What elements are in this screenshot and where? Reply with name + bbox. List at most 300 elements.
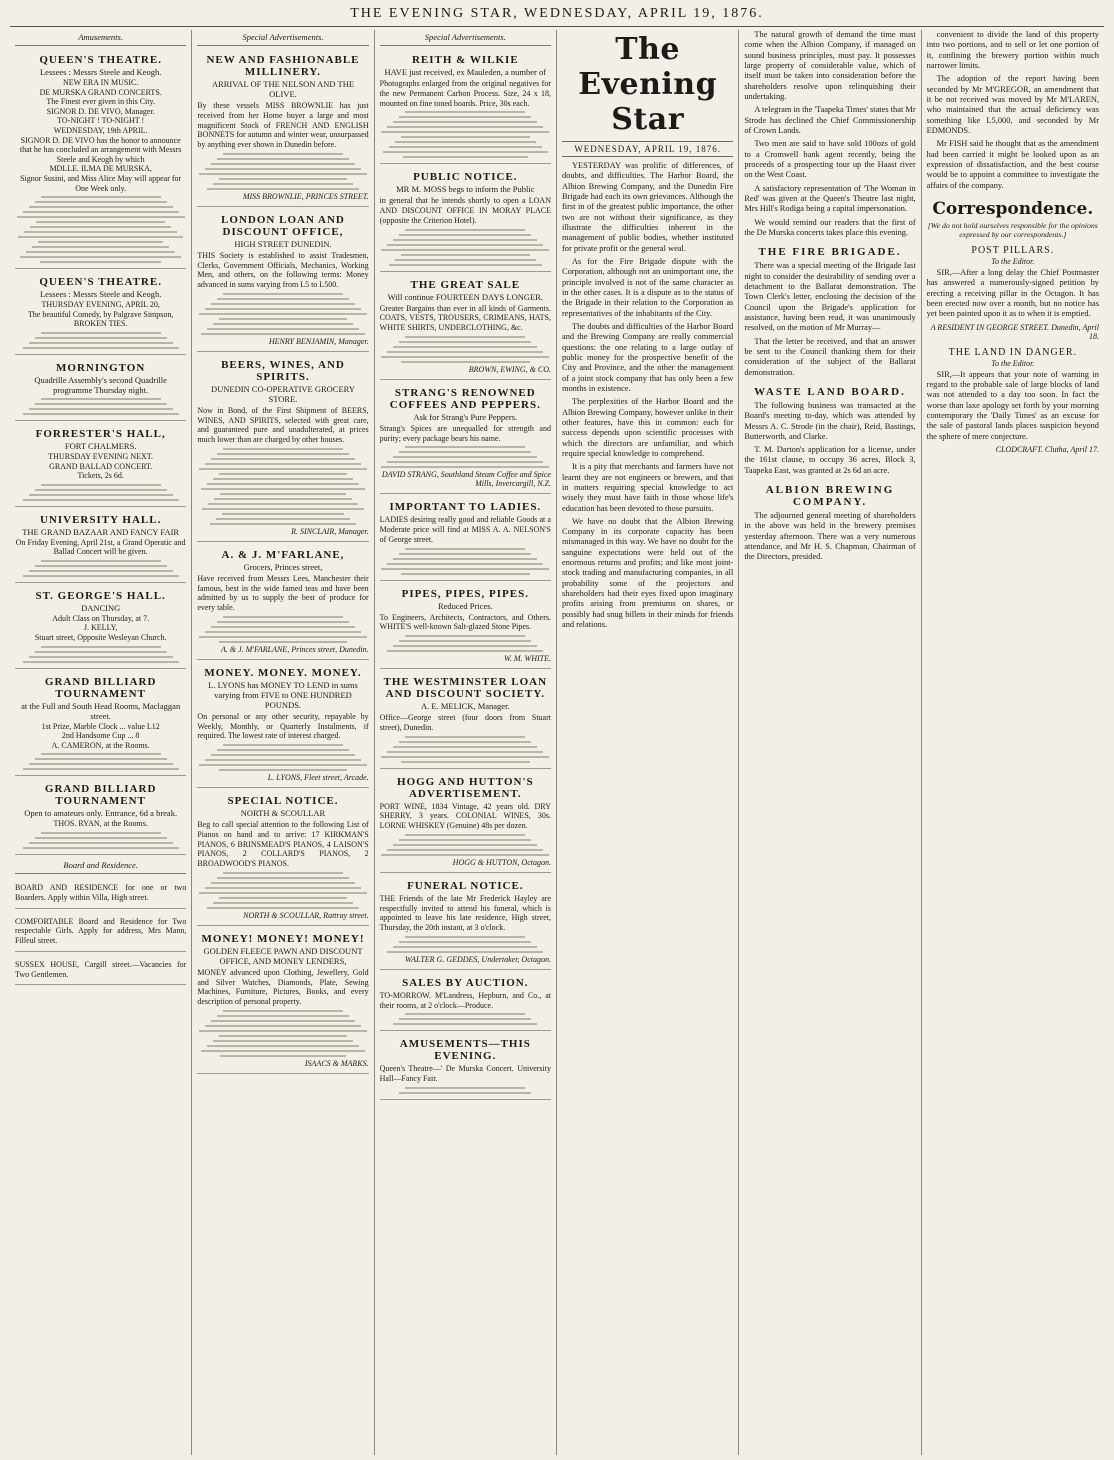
text-line <box>405 834 525 836</box>
board-ad <box>15 955 186 986</box>
ad-title: HOGG AND HUTTON'S ADVERTISEMENT. <box>397 775 534 800</box>
text-line <box>219 318 347 320</box>
text-line <box>405 635 525 637</box>
column-5 <box>739 30 921 1455</box>
ad-subtitle: Quadrille Assembly's second Quadrille programme Thursday night. <box>34 374 167 395</box>
text-line <box>217 749 349 751</box>
text-line <box>393 746 537 748</box>
advertisement <box>197 791 368 926</box>
text-line <box>383 151 547 153</box>
text-line <box>23 347 179 349</box>
ad-title: AMUSEMENTS—THIS EVENING. <box>399 1038 531 1063</box>
text-line <box>210 523 356 525</box>
text-line <box>389 146 541 148</box>
text-line <box>393 844 537 846</box>
ad-title: ST. GEORGE'S HALL. <box>35 589 166 602</box>
text-line <box>205 308 361 310</box>
ad-line: A. CAMERON, at the Rooms. <box>51 740 150 750</box>
ad-body: PORT WINE, 1834 Vintage, 42 years old. DRY SHERRY, 3 years. COLONIAL WINES, 30s. LORNE WHISKEY (Genuine) 48s per dozen. <box>379 801 551 830</box>
text-line <box>199 313 367 315</box>
text-line <box>205 168 361 170</box>
filler-lines <box>380 111 551 158</box>
text-line <box>41 398 161 400</box>
paragraph: That the letter be received, and that an answer be sent to the Council thanking them for their consideration of the subject of the Ballarat demonstration. <box>744 336 916 377</box>
advertisement <box>15 672 186 777</box>
ad-body: THE Friends of the late Mr Frederick Hayley are respectfully invited to attend his funeral, which is appointed to leave his late residence, High street, Thursday, the 20th instant, at 3 o'clock. <box>379 893 551 932</box>
ad-title: MONEY. MONEY. MONEY. <box>204 666 362 679</box>
paragraph: The perplexities of the Harbor Board and the Albion Brewing Company, however unlike in their other features, have this in common: each for success depends upon scientific processes with which the directors are unfamiliar, and which require special knowledge to comprehend. <box>561 397 734 458</box>
filler-lines <box>380 446 551 468</box>
text-line <box>223 616 343 618</box>
text-line <box>381 854 549 856</box>
text-line <box>199 764 367 766</box>
text-line <box>18 236 182 238</box>
text-line <box>405 336 525 338</box>
ad-body: THIS Society is established to assist Tradesmen, Clerks, Government Officials, Mechanics, Working Men, and others, on the following terms: Money advanced in sums varying from L5 to L500. <box>197 250 369 289</box>
text-line <box>403 156 528 158</box>
advertisement <box>380 1034 551 1100</box>
text-line <box>29 408 173 410</box>
masthead: THE EVENING STAR, WEDNESDAY, APRIL 19, 1876. <box>350 6 764 21</box>
text-line <box>211 458 355 460</box>
albion-article-continued <box>927 30 1099 191</box>
text-line <box>405 936 525 938</box>
column-2-heading: Special Advertisements. <box>197 30 368 46</box>
paragraph: T. M. Darton's application for a license, under the 161st clause, to occupy 36 acres, Block 3, Taapeka East, was granted at 2s 6d an acre. <box>744 445 916 475</box>
ad-title: A. & J. M'FARLANE, <box>221 548 345 561</box>
ad-line: J. KELLY, <box>83 623 118 633</box>
text-line <box>399 839 531 841</box>
text-line <box>220 493 345 495</box>
ad-title: SALES BY AUCTION. <box>402 976 529 989</box>
text-line <box>401 761 529 763</box>
advertisement <box>15 510 186 583</box>
ad-title: MONEY! MONEY! MONEY! <box>201 932 365 945</box>
text-line <box>219 178 347 180</box>
correspondence-note: [We do not hold ourselves responsible for the opinions expressed by our correspondents.] <box>927 220 1098 239</box>
letter-body: SIR,—After a long delay the Chief Postmaster has answered a numerously-signed petition by erecting a receiving pillar in the Octagon. It has been erected now over a month, but no notice has yet been painted upon it as to when it is emptied. <box>926 267 1099 319</box>
text-line <box>205 887 361 889</box>
advertisement <box>380 876 551 970</box>
ad-line: On Friday Evening, April 21st, a Grand Operatic and Ballad Concert will be given. <box>15 537 186 557</box>
column-6 <box>922 30 1104 1455</box>
text-line <box>405 548 525 550</box>
advertisement <box>380 275 551 380</box>
text-line <box>389 264 541 266</box>
text-line <box>223 448 343 450</box>
text-line <box>387 244 543 246</box>
text-line <box>207 1045 359 1047</box>
letter-signature: A RESIDENT IN GEORGE STREET. Dunedin, April 18. <box>930 322 1099 341</box>
ad-line: Tickets, 2s 6d. <box>77 471 124 481</box>
filler-lines <box>197 293 368 335</box>
filler-lines <box>15 398 186 415</box>
text-line <box>205 1025 361 1027</box>
text-line <box>29 842 173 844</box>
ad-title: LONDON LOAN AND DISCOUNT OFFICE, <box>221 213 345 238</box>
text-line <box>20 256 181 258</box>
text-line <box>41 484 161 486</box>
ad-line: GRAND BALLAD CONCERT. <box>49 461 153 471</box>
text-line <box>199 468 367 470</box>
filler-lines <box>380 834 551 856</box>
ad-line: WEDNESDAY, 19th APRIL. <box>53 125 148 135</box>
text-line <box>23 499 179 501</box>
board-heading: Board and Residence. <box>15 858 186 874</box>
text-line <box>201 488 365 490</box>
ad-body: in general that he intends shortly to open a LOAN AND DISCOUNT OFFICE IN MORAY PLACE (opposite the Criterion Hotel). <box>379 196 551 225</box>
text-line <box>399 941 531 943</box>
text-line <box>24 231 176 233</box>
filler-lines <box>15 196 186 263</box>
text-line <box>405 1013 525 1015</box>
text-line <box>399 640 531 642</box>
ad-body: Photographs enlarged from the original negatives for the new Permanent Carbon Process. Size, 24 x 18, mounted on fine toned boards. Price, 30s each. <box>379 79 551 108</box>
advertisement <box>15 424 186 507</box>
text-line <box>211 626 355 628</box>
text-line <box>205 631 361 633</box>
ad-signature: WALTER G. GEDDES, Undertaker, Octagon. <box>405 954 551 964</box>
filler-lines <box>197 153 368 190</box>
text-line <box>381 249 549 251</box>
text-line <box>29 494 173 496</box>
text-line <box>219 641 347 643</box>
ad-subtitle: NORTH & SCOULLAR <box>240 808 326 818</box>
ad-body: On personal or any other security, repayable by Weekly, Monthly, or Quarterly Instalments, if required. The lowest rate of interest charged. <box>197 711 369 741</box>
board-ad <box>15 912 186 952</box>
filler-lines <box>380 1013 551 1025</box>
ad-line: 1st Prize, Marble Clock ... value L12 <box>41 721 160 731</box>
text-line <box>211 882 355 884</box>
text-line <box>211 754 355 756</box>
text-line <box>217 158 349 160</box>
column-1-heading: Amusements. <box>15 30 186 46</box>
text-line <box>387 461 543 463</box>
text-line <box>219 1035 347 1037</box>
text-line <box>399 553 531 555</box>
text-line <box>217 298 349 300</box>
text-line <box>41 560 161 562</box>
text-line <box>207 483 359 485</box>
filler-lines <box>15 753 186 770</box>
advertisement <box>15 358 186 421</box>
text-line <box>29 763 173 765</box>
text-line <box>23 768 179 770</box>
filler-lines <box>15 332 186 349</box>
text-line <box>223 744 343 746</box>
ad-body: Queen's Theatre—' De Murska Concert. University Hall—Fancy Fair. <box>379 1064 551 1083</box>
text-line <box>30 226 170 228</box>
ad-body: Beg to call special attention to the following List of Pianos on hand and to arrive: 17 KIRKMAN'S PIANOS, 6 BRINSMEAD'S PIANOS, 4 LAISON'S PIANOS, 2 COLLARD'S PIANOS, 2 BROADWOOD'S PIANOS. <box>197 820 369 868</box>
ad-body: Now in Bond, of the First Shipment of BEERS, WINES, AND SPIRITS, selected with great care, and guaranteed pure and unadulterated, at prices much lower than are charged by other houses. <box>197 405 369 444</box>
text-line <box>387 351 543 353</box>
paragraph: It is a pity that merchants and farmers have not learnt they are not engineers or brewers, and that in matters requiring special knowledge to act wisely they must have faith in those whose life's education has been devoted to those pursuits. <box>561 462 734 513</box>
text-line <box>201 1050 365 1052</box>
paragraph: The adjourned general meeting of shareholders in the above was held in the brewery premises yesterday afternoon. There was a very numerous attendance, and Mr H. S. Chapman, Chairman of the Directors, presided. <box>744 511 916 562</box>
paragraph: We would remind our readers that the first of the De Murska concerts takes place this evening. <box>744 217 916 237</box>
text-line <box>208 503 357 505</box>
ad-subtitle: Lessees : Messrs Steele and Keogh. <box>39 289 162 300</box>
text-line <box>211 163 355 165</box>
text-line <box>405 446 525 448</box>
ad-subtitle: FORT CHALMERS. <box>64 440 137 451</box>
ad-body: MONEY advanced upon Clothing, Jewellery, Gold and Silver Watches, Diamonds, Plate, Sewing Machines, Furniture, Pictures, Books, and every description of personal property. <box>197 967 369 1006</box>
text-line <box>395 141 535 143</box>
text-line <box>387 849 543 851</box>
text-line <box>405 1087 525 1089</box>
text-line <box>35 651 167 653</box>
text-line <box>23 847 179 849</box>
filler-lines <box>380 736 551 763</box>
text-line <box>405 111 525 113</box>
ad-subtitle: Will continue FOURTEEN DAYS LONGER. <box>387 291 543 302</box>
text-line <box>202 508 363 510</box>
text-line <box>23 661 179 663</box>
text-line <box>23 211 179 213</box>
letter <box>927 347 1099 454</box>
ad-title: FORRESTER'S HALL, <box>35 427 166 440</box>
ad-subtitle: Grocers, Princes street, <box>243 561 323 572</box>
text-line <box>399 234 531 236</box>
ad-line: THOS. RYAN, at the Rooms. <box>53 819 148 829</box>
ad-body: LADIES desiring really good and reliable Goods at a Moderate price will find at MISS A. A. NELSON'S of George street. <box>379 515 551 544</box>
filler-lines <box>380 1087 551 1094</box>
advertisement <box>197 929 368 1074</box>
paragraph: Mr FISH said he thought that as the amendment had been carried it might be looked upon as an expression of dissatisfaction, and the best course would be to appoint a committee to investigate the affairs of the company. <box>926 139 1099 190</box>
ad-title: BEERS, WINES, AND SPIRITS. <box>221 358 345 383</box>
paragraph: There was a special meeting of the Brigade last night to consider the desirability of sending over a detachment to the Ballarat demonstration. The Town Clerk's letter, enclosing the decision of the Council upon the Brigade's application for assistance, having been read, it was unanimously resolved, on the motion of Mr Murray— <box>744 261 916 333</box>
ad-title: THE GREAT SALE <box>410 278 521 291</box>
text-line <box>201 333 365 335</box>
text-line <box>38 241 163 243</box>
advertisement <box>197 545 368 660</box>
text-line <box>36 221 164 223</box>
text-line <box>207 328 359 330</box>
albion-article <box>744 511 915 563</box>
text-line <box>401 361 529 363</box>
text-line <box>205 759 361 761</box>
advertisement <box>15 50 186 269</box>
advertisement <box>197 355 368 542</box>
paragraph: The following business was transacted at the Board's meeting to-day, which was attended by Messrs A. C. Strode (in the chair), Reid, Bastings, Butterworth, and Clarke. <box>744 400 916 441</box>
text-line <box>199 636 367 638</box>
ad-signature: HENRY BENJAMIN, Manager. <box>268 336 369 346</box>
ad-title: MORNINGTON <box>56 361 146 374</box>
column-4 <box>557 30 739 1455</box>
text-line <box>405 229 525 231</box>
ad-signature: ISAACS & MARKS. <box>304 1058 369 1068</box>
ad-title: PIPES, PIPES, PIPES. <box>401 587 529 600</box>
ad-line: DE MURSKA GRAND CONCERTS. <box>39 87 162 97</box>
ad-subtitle: ARRIVAL OF THE NELSON AND THE OLIVE. <box>211 79 355 99</box>
paragraph: A satisfactory representation of 'The Woman in Red' was given at the Queen's Theatre last night, Mrs Hill's Rodiga being a capital impersonation. <box>744 183 916 214</box>
text-line <box>32 246 169 248</box>
leader-article <box>562 161 733 630</box>
board-ad <box>15 878 186 909</box>
advertisement <box>197 210 368 352</box>
advertisement <box>15 586 186 669</box>
ad-line: TO-NIGHT ! TO-NIGHT ! <box>57 116 145 126</box>
section-fire-brigade: THE FIRE BRIGADE. <box>758 246 902 259</box>
ad-signature: DAVID STRANG, Southland Steam Coffee and Spice Mills, Invercargill, N.Z. <box>381 470 551 489</box>
text-line <box>23 413 179 415</box>
ad-body: TO-MORROW. M'Landress, Hepburn, and Co., at their rooms, at 2 o'clock—Produce. <box>379 990 551 1010</box>
advertisement <box>380 497 551 580</box>
paragraph: YESTERDAY was prolific of differences, of doubts, and difficulties. The Harbor Board, the Albion Brewing Company, and the Dunedin Fire Brigade had each its own grievances. Although the first in of the greatest public importance, the other two are not without their significance, as they illustrate the difficulties inherent in the management of public bodies, whether instituted for private profit or the general weal. <box>561 161 734 253</box>
ad-line: SIGNOR D. DE VIVO, Manager. <box>46 106 155 116</box>
column-1-ads <box>15 50 186 855</box>
text-line <box>219 769 347 771</box>
ad-title: GRAND BILLIARD TOURNAMENT <box>44 783 157 808</box>
ad-subtitle: Reduced Prices. <box>437 600 493 611</box>
advertisement <box>15 272 186 355</box>
filler-lines <box>197 448 368 525</box>
ad-subtitle: Open to amateurs only. Entrance, 6d a break. <box>24 808 178 819</box>
ad-line: NEW ERA IN MUSIC. <box>62 78 139 87</box>
text-line <box>217 453 349 455</box>
advertisement <box>380 584 551 670</box>
text-line <box>199 1030 367 1032</box>
text-line <box>381 756 549 758</box>
advertisement <box>380 672 551 769</box>
ad-title: PUBLIC NOTICE. <box>413 171 518 184</box>
ad-subtitle: Ask for Strang's Pure Peppers. <box>413 411 518 422</box>
ad-subtitle: at the Full and South Head Rooms, Maclaggan street. <box>21 700 181 721</box>
text-line <box>401 254 529 256</box>
text-line <box>29 206 173 208</box>
text-line <box>23 575 179 577</box>
text-line <box>381 466 549 468</box>
column-2-ads <box>197 50 368 1074</box>
text-line <box>35 837 167 839</box>
ad-signature: MISS BROWNLIE, PRINCES STREET. <box>242 191 369 201</box>
advertisement <box>380 383 551 495</box>
filler-lines <box>15 560 186 577</box>
text-line <box>214 498 351 500</box>
letter-body: SIR,—It appears that your note of warning in regard to the probable sale of large blocks of land was not attended to a day too soon. In fact the worse than laxe apology set forth by your morning contemporary the 'Daily Times' as an excuse for the sale of pastoral lands places suspicion beyond the sphere of mere conjecture. <box>926 369 1099 441</box>
section-albion-brewing: ALBION BREWING COMPANY. <box>765 484 895 509</box>
text-line <box>223 153 343 155</box>
text-line <box>199 173 367 175</box>
paragraph: We have no doubt that the Albion Brewing Company in its corporate capacity has been mismanaged in this way. We have no doubt for the sanguine expectations were held out of the enormous returns and profits; and like most joint-stock trading and manufacturing companies, in all probability some of the projectors and shareholders had their eyes fixed upon imaginary profits arising from premiums on shares, or possibly had snug billets in their minds for friends and relations. <box>561 516 734 630</box>
ad-subtitle: Lessees : Messrs Steele and Keogh. <box>39 67 162 77</box>
nameplate: The Evening Star <box>578 32 718 137</box>
text-line <box>17 216 185 218</box>
ad-title: SPECIAL NOTICE. <box>227 795 339 807</box>
ad-title: THE WESTMINSTER LOAN AND DISCOUNT SOCIETY. <box>383 676 548 700</box>
text-line <box>211 303 355 305</box>
ad-signature: L. LYONS, Fleet street, Arcade. <box>267 773 369 782</box>
text-line <box>41 832 161 834</box>
text-line <box>35 403 167 405</box>
text-line <box>393 645 537 647</box>
ad-subtitle: DUNEDIN CO-OPERATIVE GROCERY STORE. <box>210 383 355 404</box>
ad-line: THURSDAY EVENING NEXT. <box>48 451 154 461</box>
text-line <box>399 451 531 453</box>
text-line <box>213 478 353 480</box>
text-line <box>205 463 361 465</box>
text-line <box>393 239 537 241</box>
ad-line: MDLLE. ILMA DE MURSKA, <box>49 164 152 174</box>
ad-line: BROKEN TIES. <box>73 319 128 329</box>
letter-salutation: To the Editor. <box>991 358 1035 368</box>
text-line <box>41 332 161 334</box>
paragraph: The doubts and difficulties of the Harbor Board and the Brewing Company are really commercial questions: the one relating to a large outlay of public money for the prospective benefit of the City and Province, and the other the management of a joint stock company that has only been a few months in existence. <box>561 321 734 393</box>
filler-lines <box>15 484 186 501</box>
text-line <box>213 902 353 904</box>
board-ads <box>15 878 186 985</box>
text-line <box>41 646 161 648</box>
ad-body: Strang's Spices are unequalled for strength and purity; every package bears his name. <box>379 423 551 443</box>
text-line <box>41 753 161 755</box>
text-line <box>387 951 543 953</box>
ad-subtitle: HIGH STREET DUNEDIN. <box>234 238 332 249</box>
ad-line: Signor Susini, and Miss Alice May will appear for One Week only. <box>20 173 182 193</box>
ad-signature: NORTH & SCOULLAR, Rattray street. <box>243 910 369 920</box>
ad-signature: HOGG & HUTTON, Octagon. <box>452 857 551 867</box>
text-line <box>393 456 537 458</box>
text-line <box>393 1023 537 1025</box>
advertisement <box>380 50 551 164</box>
ad-title: QUEEN'S THEATRE. <box>39 276 162 289</box>
paragraph: The adoption of the report having been seconded by Mr M'GREGOR, an amendment that it be not received was moved by Mr M'LAREN, who maintained that the actual deficiency was something like L5,000, and seconded by Mr EDMONDS. <box>926 74 1099 135</box>
text-line <box>213 1040 353 1042</box>
ad-line: The beautiful Comedy, by Palgrave Simpson, <box>27 309 174 319</box>
ad-line: 2nd Handsome Cup ... 8 <box>61 731 140 741</box>
columns <box>10 30 1104 1455</box>
ad-subtitle: L. LYONS has MONEY TO LEND in sums varying from FIVE to ONE HUNDRED POUNDS. <box>208 679 358 710</box>
filler-lines <box>197 744 368 771</box>
filler-lines <box>197 872 368 909</box>
text-line <box>40 261 162 263</box>
text-line <box>393 121 537 123</box>
text-line <box>399 341 531 343</box>
text-line <box>393 346 537 348</box>
text-line <box>219 473 347 475</box>
column-2 <box>192 30 374 1455</box>
column-3-heading: Special Advertisements. <box>380 30 551 46</box>
correspondence-heading: Correspondence. <box>932 198 1094 219</box>
text-line <box>207 907 359 909</box>
letters <box>927 245 1099 454</box>
text-line <box>217 877 349 879</box>
text-line <box>399 1018 531 1020</box>
ad-body: To Engineers, Architects, Contractors, and Others. WHITE'S well-known Salt-glazed Stone Pipes. <box>379 612 551 632</box>
text-line <box>219 897 347 899</box>
ad-line: Adult Class on Thursday, at 7. <box>52 613 150 623</box>
ad-subtitle: GOLDEN FLEECE PAWN AND DISCOUNT OFFICE, AND MONEY LENDERS, <box>203 945 363 966</box>
text-line <box>387 751 543 753</box>
paragraph: As for the Fire Brigade dispute with the Corporation, although not an unimportant one, the principle involved is not of the same character as in the other cases. It is a dispute as to the status of the Brigade in their relation to the Corporation as representatives of the inhabitants of the City. <box>561 256 734 318</box>
advertisement <box>380 772 551 873</box>
filler-lines <box>197 616 368 643</box>
letter <box>927 245 1099 341</box>
ad-line: Stuart street, Opposite Wesleyan Church. <box>34 633 167 643</box>
ad-title: UNIVERSITY HALL. <box>39 513 162 526</box>
advertisement <box>15 779 186 855</box>
ad-signature: BROWN, EWING, & CO. <box>468 364 551 374</box>
text-line <box>399 116 531 118</box>
text-line <box>213 183 353 185</box>
paragraph: convenient to divide the land of this property into two portions, and to sell or let one portion of it, confining the brewery portion within much narrower limits. <box>926 30 1099 70</box>
ad-body: By these vessels MISS BROWNLIE has just received from her Home buyer a large and most magnificent Stock of FRENCH AND ENGLISH BONNETS for autumn and winter wear, unsurpassed by anything ever shown in Dunedin before. <box>197 101 369 149</box>
section-waste-land-board: WASTE LAND BOARD. <box>754 385 906 398</box>
ad-signature: W. M. WHITE. <box>503 654 551 663</box>
text-line <box>207 188 359 190</box>
text-line <box>35 337 167 339</box>
text-line <box>387 563 543 565</box>
column-3-ads <box>380 50 551 1100</box>
